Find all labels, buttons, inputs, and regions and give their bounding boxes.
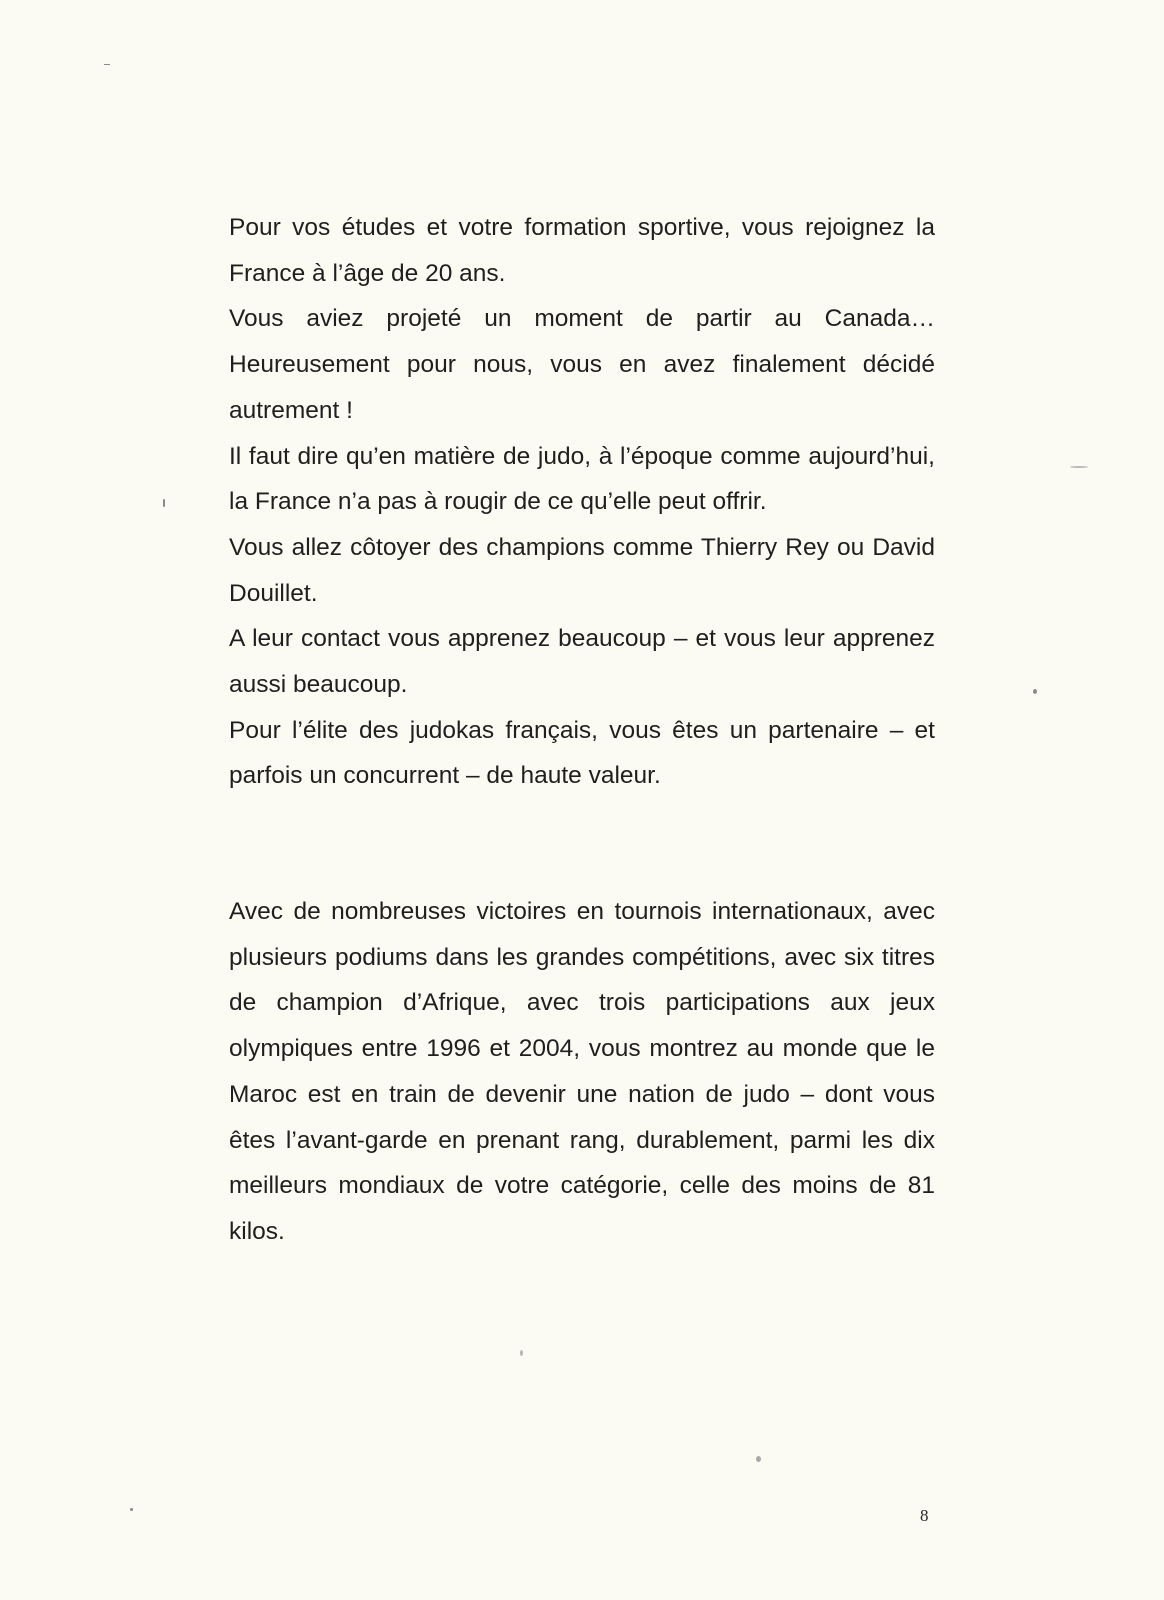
sentence-elite: Pour l’élite des judokas français, vous êtes un partenaire – et parfois un concurrent – de haute valeur. xyxy=(229,716,935,790)
scan-speck xyxy=(163,499,165,507)
sentence-judo-france: Il faut dire qu’en matière de judo, à l’époque comme aujourd’hui, la France n’a pas à rougir de ce qu’elle peut offrir. xyxy=(229,442,935,516)
scan-speck xyxy=(1070,466,1088,468)
scan-speck xyxy=(104,64,110,65)
scan-speck xyxy=(756,1456,761,1462)
scan-speck xyxy=(520,1350,523,1356)
scan-speck xyxy=(1033,689,1037,694)
scan-speck xyxy=(130,1508,133,1511)
sentence-achievements: Avec de nombreuses victoires en tournois internationaux, avec plusieurs podiums dans les grandes compétitions, avec six titres de champion d’Afrique, avec trois participations aux jeux olympiques entre 1996 et 2004, vous montrez au monde que le Maroc est en train de devenir une nation de judo – dont vous êtes l’avant-garde en prenant rang, durablement, parmi les dix meilleurs mondiaux de votre catégorie, celle des moins de 81 kilos. xyxy=(229,898,935,1245)
sentence-champions: Vous allez côtoyer des champions comme Thierry Rey ou David Douillet. xyxy=(229,533,935,607)
paragraph-2 xyxy=(229,889,935,1255)
page-number: 8 xyxy=(920,1506,929,1525)
sentence-france-arrival: Pour vos études et votre formation sportive, vous rejoignez la France à l’âge de 20 ans. xyxy=(229,214,935,287)
sentence-canada: Vous aviez projeté un moment de partir au Canada… Heureusement pour nous, vous en avez finalement décidé autrement ! xyxy=(229,305,935,424)
sentence-contact: A leur contact vous apprenez beaucoup – et vous leur apprenez aussi beaucoup. xyxy=(229,625,935,699)
paragraph-1 xyxy=(229,205,935,799)
